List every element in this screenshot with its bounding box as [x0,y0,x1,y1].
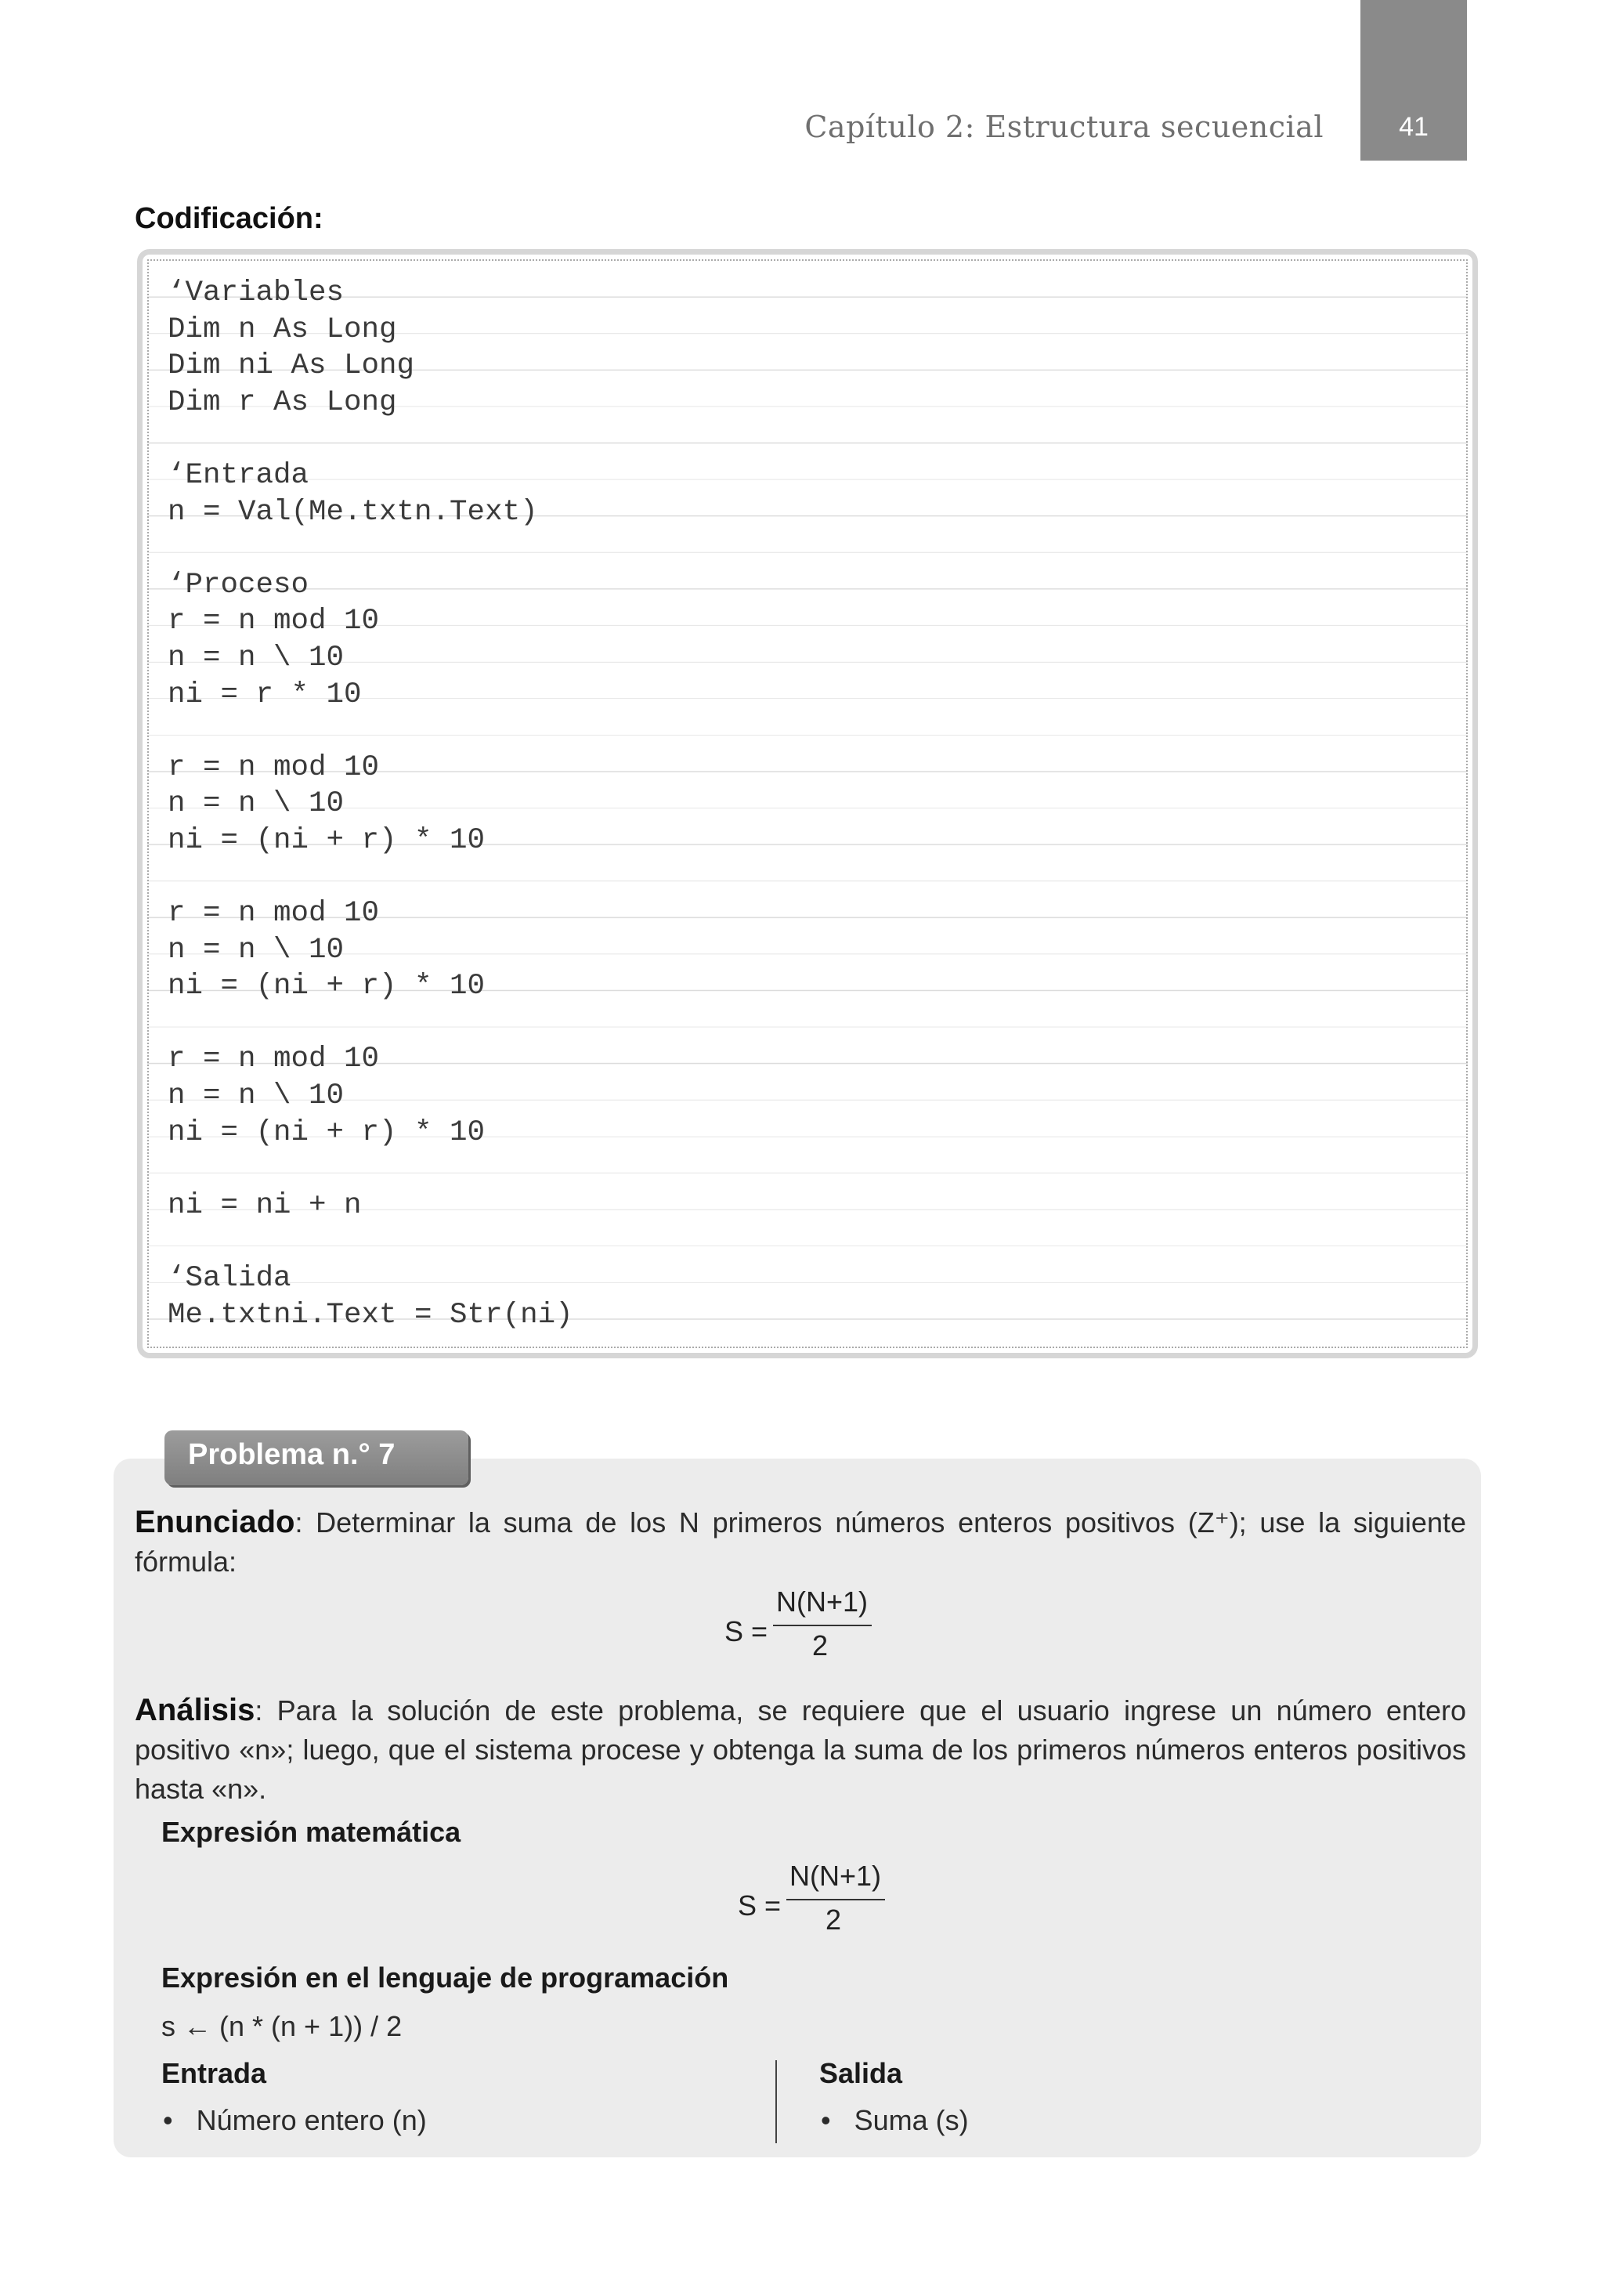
code-line: ‘Proceso [168,568,309,602]
formula-fraction-bar [786,1899,885,1900]
entrada-heading: Entrada [161,2057,267,2089]
formula-fraction-bar [773,1625,872,1626]
formula-numerator: N(N+1) [776,1586,869,1618]
code-line [168,859,573,896]
code-line: r = n mod 10 [168,1043,380,1076]
code-line: n = n \ 10 [168,1079,345,1113]
enunciado-paragraph [135,1502,1466,1582]
code-line [168,1005,573,1042]
codificacion-heading: Codificación: [135,202,323,235]
enunciado-label: Enunciado [135,1505,295,1539]
problem-tab [164,1430,468,1485]
code-line: r = n mod 10 [168,605,380,638]
code-line: Dim ni As Long [168,349,415,383]
code-line: r = n mod 10 [168,897,380,931]
code-listing [137,249,1478,1358]
code-line: ‘Entrada [168,458,309,492]
expresion-matematica-heading: Expresión matemática [161,1816,461,1848]
analisis-label: Análisis [135,1693,255,1727]
code-line: ni = (ni + r) * 10 [168,823,486,857]
expresion-lenguaje-heading: Expresión en el lenguaje de programación [161,1962,729,1994]
code-line: ni = ni + n [168,1188,362,1222]
analisis-text: : Para la solución de este problema, se requiere que el usuario ingrese un número entero positivo «n»; luego, que el sistema procese y obtenga la suma de los primeros números enteros positivos hasta «n». [135,1694,1466,1805]
formula-denominator: 2 [812,1629,829,1661]
code-line: ni = r * 10 [168,678,362,711]
code-line [168,421,573,457]
code-lined-area [147,259,1468,1348]
analisis-paragraph [135,1690,1466,1809]
page-number: 41 [1399,112,1429,142]
column-divider [775,2060,777,2143]
code-line: n = n \ 10 [168,933,345,967]
formula-lhs: S = [724,1615,768,1647]
code-line: n = n \ 10 [168,641,345,674]
problem-title: Problema n.° 7 [188,1438,396,1471]
code-line [168,530,573,567]
entrada-item: • Número entero (n) [163,2104,427,2136]
code-line: ni = (ni + r) * 10 [168,1115,486,1149]
code-line: Dim n As Long [168,313,397,346]
chapter-title: Capítulo 2: Estructura secuencial [804,110,1324,144]
enunciado-text: : Determinar la suma de los N primeros números enteros positivos (Z⁺); use la siguiente fórmula: [135,1506,1466,1578]
salida-item: • Suma (s) [821,2104,969,2136]
formula-numerator: N(N+1) [789,1860,882,1892]
page-number-tab [1360,0,1467,161]
code-line: ‘Variables [168,277,345,309]
formula-lhs: S = [738,1889,782,1922]
code-line: r = n mod 10 [168,750,380,784]
code-line: n = n \ 10 [168,787,345,821]
code-line: Dim r As Long [168,385,397,419]
code-line: n = Val(Me.txtn.Text) [168,495,538,529]
formula-denominator: 2 [825,1904,842,1936]
code-lines [168,275,573,1333]
code-line: Me.txtni.Text = Str(ni) [168,1298,573,1332]
code-line [168,713,573,750]
salida-heading: Salida [819,2057,903,2089]
code-line: ni = (ni + r) * 10 [168,970,486,1003]
code-line [168,1224,573,1260]
code-line [168,1151,573,1188]
code-line: ‘Salida [168,1262,291,1296]
programming-expression: s ← (n * (n + 1)) / 2 [161,2010,403,2042]
